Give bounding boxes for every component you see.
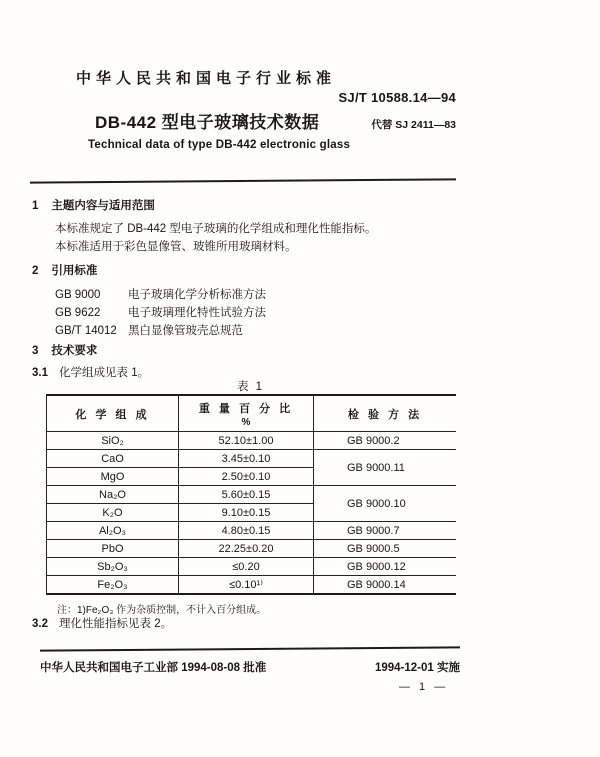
- reference-code: GB 9622: [55, 307, 101, 319]
- section-3-heading: [32, 342, 97, 358]
- replaces-standard-note: 代替 SJ 2411—83: [371, 119, 456, 131]
- document-title-zh: DB-442 型电子玻璃技术数据: [95, 113, 320, 132]
- section-1-heading: [32, 197, 155, 213]
- reference-name: 电子玻璃化学分析标准方法: [128, 289, 266, 301]
- percent-cell: ≤0.20: [179, 558, 314, 576]
- clause-3-1-text: 化学组成见表 1。: [59, 367, 150, 379]
- component-cell: K₂O: [47, 504, 179, 522]
- percent-cell: 4.80±0.15: [179, 522, 314, 540]
- section-3-title: 技术要求: [51, 345, 98, 357]
- section-1-paragraph-1: 本标准规定了 DB-442 型电子玻璃的化学组成和理化性能指标。: [55, 223, 377, 235]
- section-2-title: 引用标准: [51, 265, 98, 277]
- percent-header-unit: %: [241, 416, 251, 428]
- table-row: [47, 576, 457, 595]
- method-cell: GB 9000.5: [314, 540, 457, 558]
- clause-3-2: [32, 615, 172, 631]
- method-cell: GB 9000.7: [314, 522, 457, 540]
- component-cell: Fe₂O₃: [47, 576, 179, 595]
- component-cell: Na₂O: [47, 486, 179, 504]
- clause-3-1-number: 3.1: [32, 367, 48, 379]
- column-header-percent: [179, 395, 314, 432]
- section-2-heading: [32, 262, 97, 278]
- component-cell: PbO: [47, 540, 179, 558]
- table-row: [47, 540, 457, 558]
- component-cell: Al₂O₃: [47, 522, 179, 540]
- reference-item: [55, 322, 243, 338]
- approval-statement: 中华人民共和国电子工业部 1994-08-08 批准: [40, 662, 267, 674]
- section-1-number: 1: [32, 200, 39, 212]
- reference-name: 电子玻璃理化特性试验方法: [128, 307, 266, 319]
- method-cell: GB 9000.12: [314, 558, 457, 576]
- table-row: [47, 558, 457, 576]
- section-3-number: 3: [32, 345, 39, 357]
- table-row: [47, 486, 457, 504]
- page-number: — 1 —: [399, 681, 449, 693]
- component-cell: MgO: [47, 468, 179, 486]
- method-cell: GB 9000.10: [314, 486, 457, 522]
- table-1-footnote: 注：1)Fe₂O₃ 作为杂质控制，不计入百分组成。: [57, 605, 267, 616]
- percent-cell: 9.10±0.15: [179, 504, 314, 522]
- header-divider: [30, 178, 456, 183]
- percent-cell: 5.60±0.15: [179, 486, 314, 504]
- clause-3-2-text: 理化性能指标见表 2。: [59, 618, 173, 630]
- reference-item: [55, 304, 266, 320]
- clause-3-2-number: 3.2: [32, 618, 48, 630]
- percent-cell: 3.45±0.10: [179, 450, 314, 468]
- section-1-paragraph-2: 本标准适用于彩色显像管、玻锥所用玻璃材料。: [55, 241, 297, 253]
- implementation-date: 1994-12-01 实施: [374, 662, 460, 674]
- reference-name: 黑白显像管玻壳总规范: [128, 325, 243, 337]
- percent-cell: ≤0.10¹⁾: [179, 576, 314, 595]
- percent-cell: 52.10±1.00: [179, 432, 314, 450]
- column-header-component: 化 学 组 成: [47, 395, 179, 432]
- section-2-number: 2: [32, 265, 39, 277]
- table-row: [47, 432, 457, 450]
- table-header-row: [47, 395, 457, 432]
- chemical-composition-table: [46, 394, 456, 595]
- component-cell: Sb₂O₃: [47, 558, 179, 576]
- percent-header-line1: 重 量 百 分 比: [198, 402, 294, 415]
- percent-cell: 2.50±0.10: [179, 468, 314, 486]
- table-1-caption: 表 1: [236, 381, 265, 393]
- standard-org-title: 中华人民共和国电子行业标准: [76, 70, 337, 87]
- reference-code: GB/T 14012: [55, 325, 117, 337]
- column-header-method: 检 验 方 法: [314, 395, 457, 432]
- method-cell: GB 9000.2: [314, 432, 457, 450]
- percent-cell: 22.25±0.20: [179, 540, 314, 558]
- component-cell: SiO₂: [47, 432, 179, 450]
- table-row: [47, 450, 457, 468]
- reference-code: GB 9000: [55, 289, 101, 301]
- component-cell: CaO: [47, 450, 179, 468]
- document-title-en: Technical data of type DB-442 electronic glass: [88, 139, 351, 151]
- method-cell: GB 9000.14: [314, 576, 457, 595]
- standard-number: SJ/T 10588.14—94: [338, 90, 456, 105]
- footer-divider: [40, 646, 460, 651]
- reference-item: [55, 286, 266, 302]
- table-row: [47, 522, 457, 540]
- section-1-title: 主题内容与适用范围: [51, 200, 155, 212]
- method-cell: GB 9000.11: [314, 450, 457, 486]
